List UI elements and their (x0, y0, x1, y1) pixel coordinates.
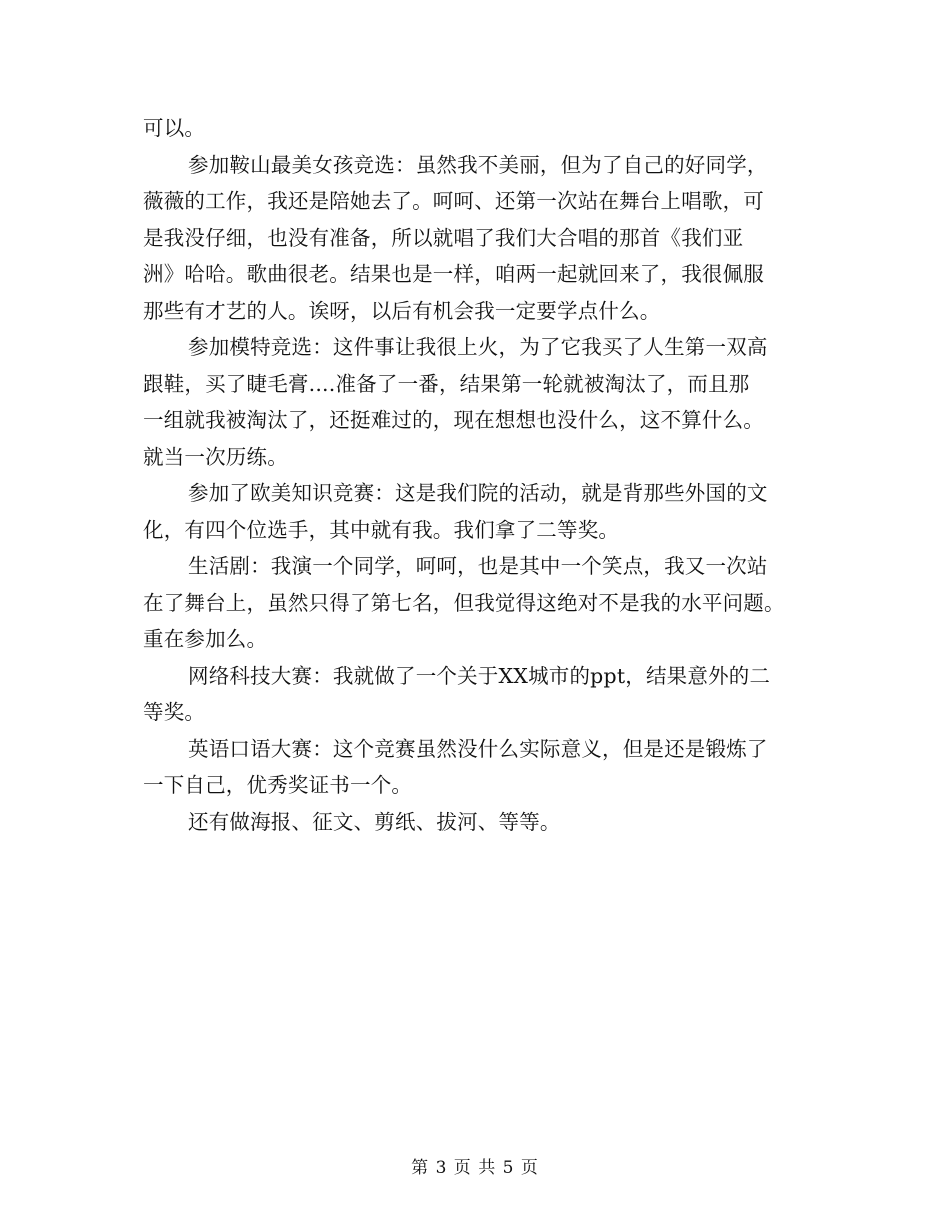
text-line: 生活剧：我演一个同学，呵呵，也是其中一个笑点，我又一次站 (188, 554, 768, 578)
text-line: 薇薇的工作，我还是陪她去了。呵呵、还第一次站在舞台上唱歌，可 (143, 189, 764, 213)
text-line: 一下自己，优秀奖证书一个。 (143, 773, 413, 797)
text-line: 跟鞋，买了睫毛膏....准备了一番，结果第一轮就被淘汰了，而且那 (143, 371, 750, 396)
text-line: 一组就我被淘汰了，还挺难过的，现在想想也没什么，这不算什么。 (143, 408, 764, 432)
page-number-footer: 第 3 页 共 5 页 (411, 1158, 539, 1178)
text-line: 那些有才艺的人。诶呀，以后有机会我一定要学点什么。 (143, 298, 661, 323)
text-line: 参加模特竞选：这件事让我很上火，为了它我买了人生第一双高 (188, 335, 768, 359)
text-line: 网络科技大赛：我就做了一个关于XX城市的ppt，结果意外的二 (188, 663, 771, 688)
text-line: 等奖。 (143, 700, 206, 724)
text-line: 参加了欧美知识竞赛：这是我们院的活动，就是背那些外国的文 (188, 481, 768, 505)
text-line: 还有做海报、征文、剪纸、拔河、等等。 (188, 809, 561, 834)
document-body (143, 110, 815, 840)
text-line: 可以。 (143, 116, 206, 140)
text-line: 化，有四个位选手，其中就有我。我们拿了二等奖。 (143, 517, 620, 542)
text-line: 洲》哈哈。歌曲很老。结果也是一样，咱两一起就回来了，我很佩服 (143, 262, 764, 286)
text-line: 重在参加么。 (143, 627, 268, 651)
text-line: 英语口语大赛：这个竞赛虽然没什么实际意义，但是还是锻炼了 (188, 736, 768, 761)
text-line: 在了舞台上，虽然只得了第七名，但我觉得这绝对不是我的水平问题。 (143, 590, 785, 615)
text-line: 参加鞍山最美女孩竞选：虽然我不美丽，但为了自己的好同学， (188, 152, 768, 177)
text-line: 就当一次历练。 (143, 444, 288, 469)
text-line: 是我没仔细，也没有准备，所以就唱了我们大合唱的那首《我们亚 (143, 225, 744, 250)
